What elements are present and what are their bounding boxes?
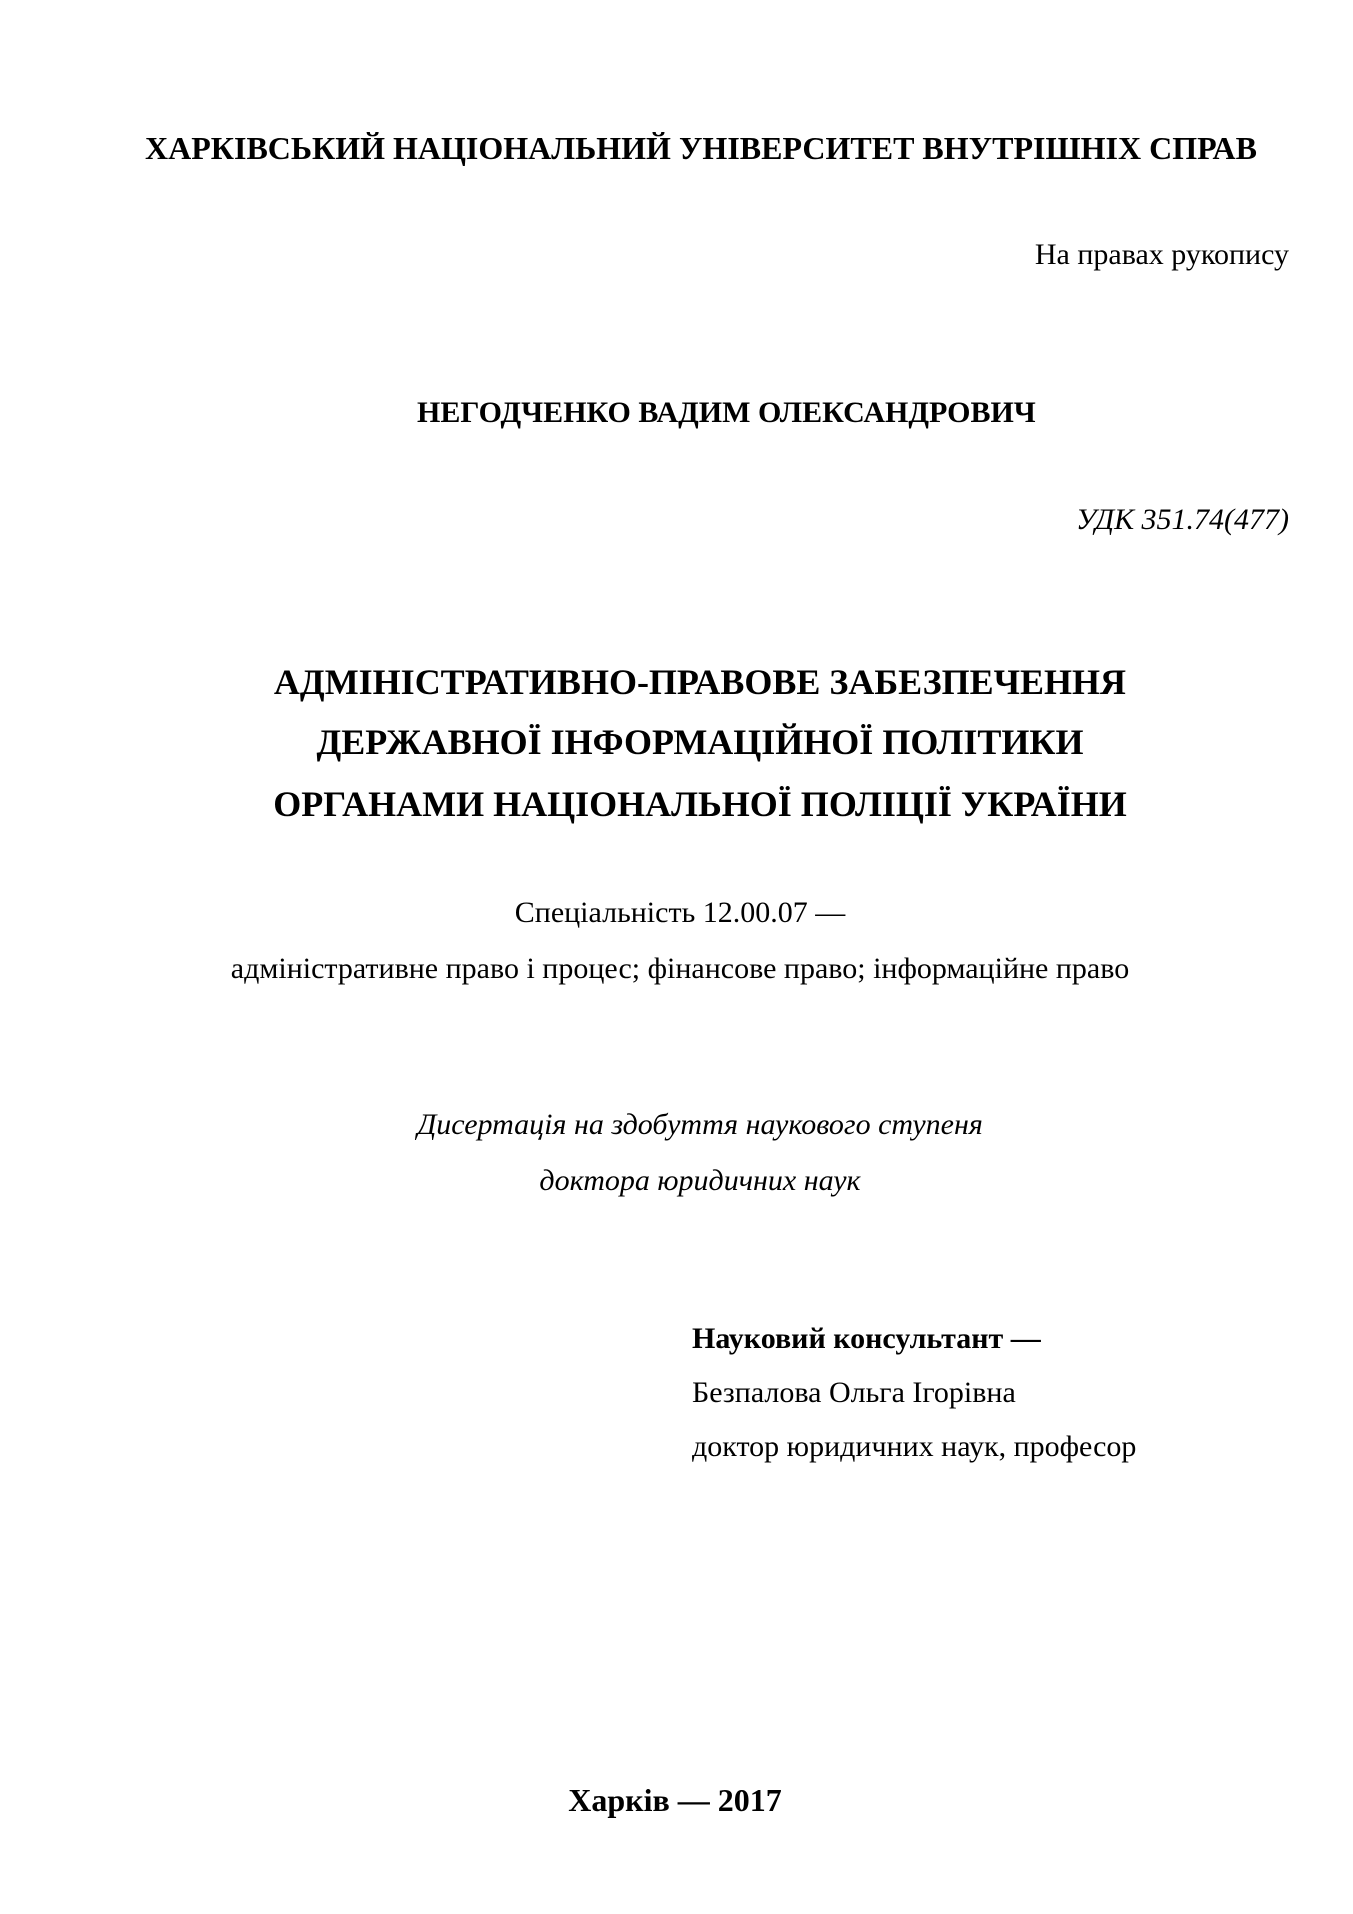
title-line: АДМІНІСТРАТИВНО-ПРАВОВЕ ЗАБЕЗПЕЧЕННЯ [273, 662, 1127, 702]
title-line: ОРГАНАМИ НАЦІОНАЛЬНОЇ ПОЛІЦІЇ УКРАЇНИ [273, 784, 1127, 824]
advisor-credentials: доктор юридичних наук, професор [692, 1430, 1137, 1463]
university-name: ХАРКІВСЬКИЙ НАЦІОНАЛЬНИЙ УНІВЕРСИТЕТ ВНУТРІШНІХ СПРАВ [145, 130, 1257, 166]
title-line: ДЕРЖАВНОЇ ІНФОРМАЦІЙНОЇ ПОЛІТИКИ [316, 722, 1084, 762]
place-and-year: Харків — 2017 [568, 1782, 782, 1818]
author-name: НЕГОДЧЕНКО ВАДИМ ОЛЕКСАНДРОВИЧ [417, 396, 1036, 429]
udc-code: УДК 351.74(477) [1076, 503, 1289, 536]
advisor-heading: Науковий консультант — [692, 1322, 1041, 1355]
degree-line: Дисертація на здобуття наукового ступеня [417, 1108, 983, 1141]
degree-line: доктора юридичних наук [539, 1164, 861, 1197]
advisor-name: Безпалова Ольга Ігорівна [692, 1376, 1016, 1409]
specialty-code: Спеціальність 12.00.07 — [514, 896, 846, 929]
manuscript-note: На правах рукопису [1034, 238, 1289, 271]
specialty-description: адміністративне право і процес; фінансове право; інформаційне право [230, 952, 1130, 985]
